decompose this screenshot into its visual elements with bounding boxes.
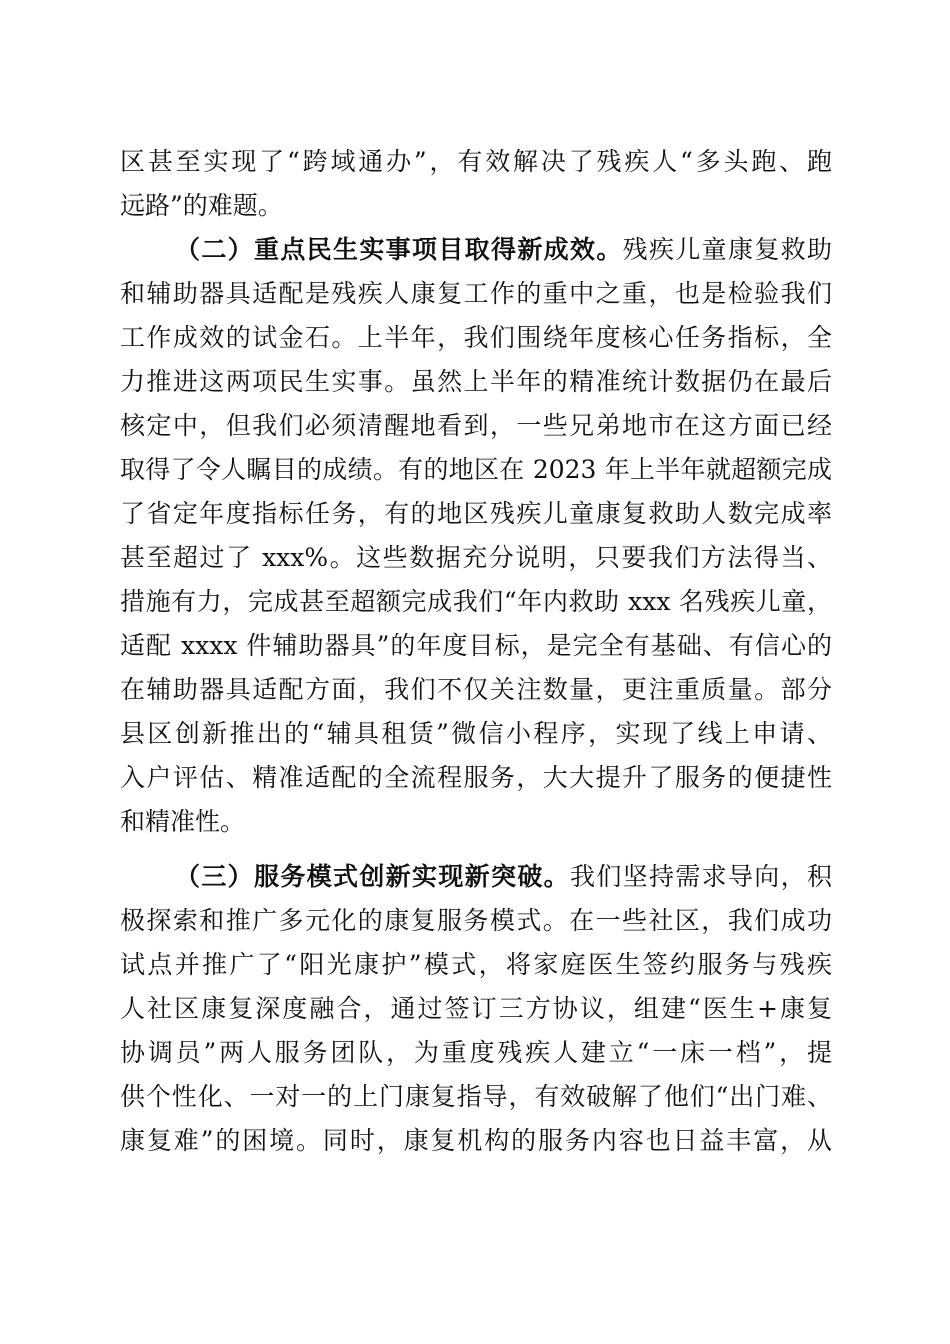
- text-line: 工作成效的试金石。上半年，我们围绕年度核心任务指标，全: [120, 323, 832, 352]
- text-line: 人社区康复深度融合，通过签订三方协议，组建“医生+康复: [120, 994, 832, 1023]
- section-heading: （二）重点民生实事项目取得新成效。: [175, 235, 623, 264]
- text-run: 残疾儿童康复救助: [622, 235, 832, 264]
- text-line: 核定中，但我们必须清醒地看到，一些兄弟地市在这方面已经: [120, 411, 832, 440]
- text-line: 区甚至实现了“跨域通办”，有效解决了残疾人“多头跑、跑: [120, 147, 832, 176]
- text-line: 在辅助器具适配方面，我们不仅关注数量，更注重质量。部分: [120, 675, 832, 704]
- text-run: 我们坚持需求导向，积: [569, 862, 832, 891]
- text-line: 力推进这两项民生实事。虽然上半年的精准统计数据仍在最后: [120, 367, 832, 396]
- text-line: 远路”的难题。: [120, 191, 283, 220]
- text-line: 供个性化、一对一的上门康复指导，有效破解了他们“出门难、: [120, 1082, 832, 1111]
- section-heading: （三）服务模式创新实现新突破。: [175, 862, 570, 891]
- paragraph-first-line: [175, 855, 832, 899]
- text-line: 康复难”的困境。同时，康复机构的服务内容也日益丰富，从: [120, 1126, 832, 1155]
- text-line: 措施有力，完成甚至超额完成我们“年内救助 xxx 名残疾儿童，: [120, 587, 832, 616]
- text-line: 了省定年度指标任务，有的地区残疾儿童康复救助人数完成率: [120, 499, 832, 528]
- text-line: 适配 xxxx 件辅助器具”的年度目标，是完全有基础、有信心的: [120, 631, 832, 660]
- text-line: 试点并推广了“阳光康护”模式，将家庭医生签约服务与残疾: [120, 950, 832, 979]
- text-line: 和精准性。: [120, 807, 246, 836]
- text-line: 县区创新推出的“辅具租赁”微信小程序，实现了线上申请、: [120, 719, 832, 748]
- text-line: 和辅助器具适配是残疾人康复工作的重中之重，也是检验我们: [120, 279, 832, 308]
- text-line: 取得了令人瞩目的成绩。有的地区在 2023 年上半年就超额完成: [120, 455, 832, 484]
- text-line: 入户评估、精准适配的全流程服务，大大提升了服务的便捷性: [120, 763, 832, 792]
- text-line: 甚至超过了 xxx%。这些数据充分说明，只要我们方法得当、: [120, 543, 832, 572]
- text-line: 协调员”两人服务团队，为重度残疾人建立“一床一档”，提: [120, 1038, 832, 1067]
- paragraph-first-line: [175, 228, 832, 272]
- text-line: 极探索和推广多元化的康复服务模式。在一些社区，我们成功: [120, 906, 832, 935]
